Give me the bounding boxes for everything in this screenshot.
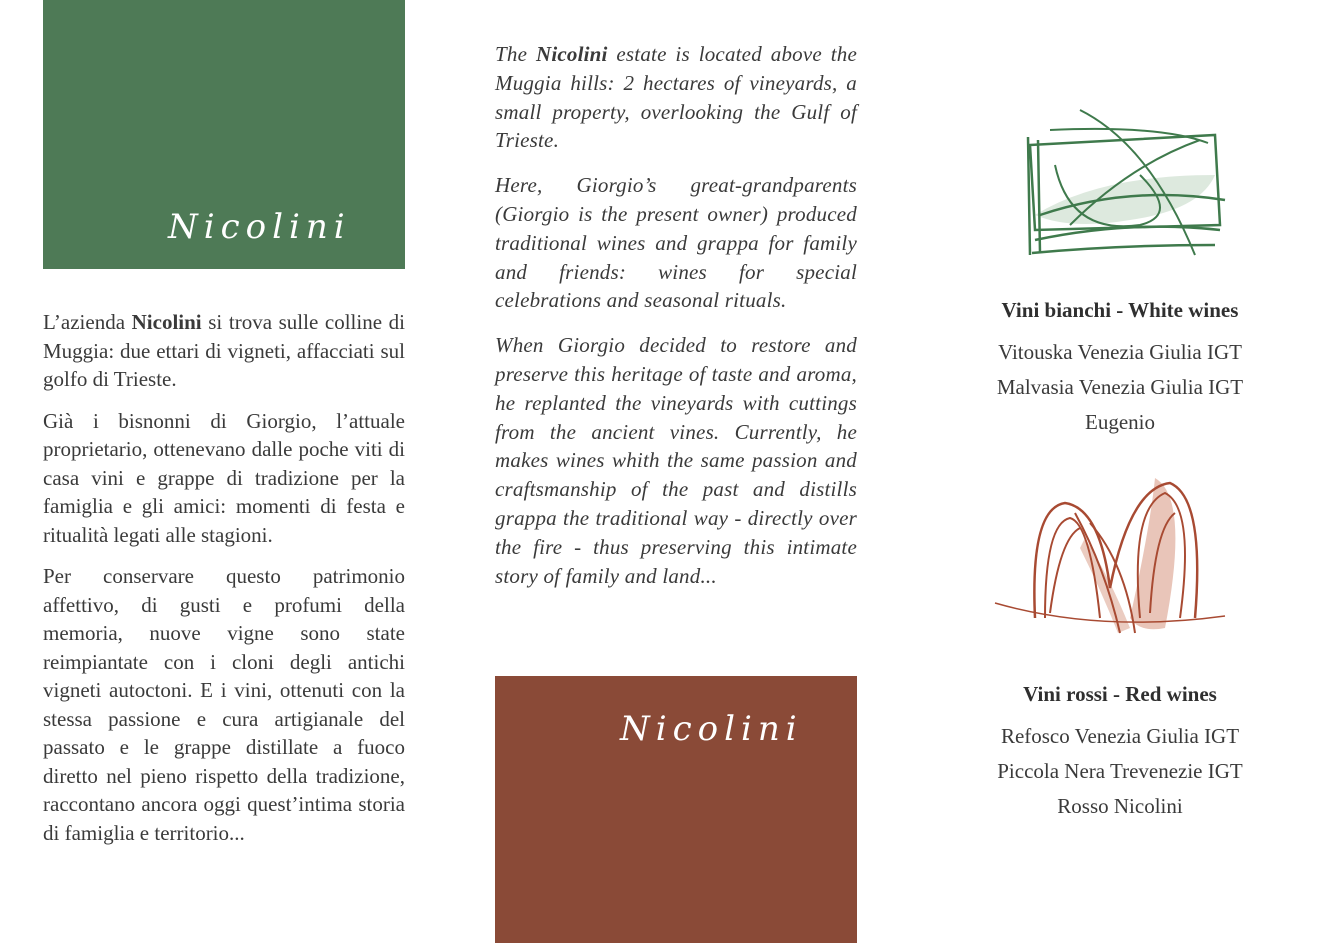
nicolini-logo: Nicolini [620,709,803,749]
english-paragraph-3: When Giorgio decided to restore and preserve this heritage of taste and aroma, he replanted the vineyards with cuttings from the ancient vines. Currently, he makes wines whith the same passion and craftsmanship of the past and distills grappa the traditional way - directly over the fire - thus preserving this intimate story of family and land... [495,333,857,588]
wine-item: Piccola Nera Trevenezie IGT [997,759,1243,783]
white-wines-heading: Vini bianchi - White wines [1001,298,1239,322]
wine-item: Eugenio [1085,410,1155,434]
italian-paragraph-2: Già i bisnonni di Giorgio, l’attuale proprietario, ottenevano dalle poche viti di casa vini e grappe di tradizione per la famiglia e gli amici: momenti di festa e ritualità legati alle stagioni. [43,408,405,547]
italian-paragraph-3: Per conservare questo patrimonio affettivo, di gusti e profumi della memoria, nuove vigne sono state reimpiantate con i cloni degli antichi vigneti autoctoni. E i vini, ottenuti con la stessa passione e cura artigianale del passato e le grappe distillate a fuoco diretto nel pieno rispetto della tradizione, raccontano ancora oggi quest’intima storia di famiglia e territorio... [43,564,405,845]
red-wine-sketch-icon [990,468,1230,638]
wine-item: Malvasia Venezia Giulia IGT [996,375,1244,399]
green-logo-panel [43,0,405,269]
wine-item: Vitouska Venezia Giulia IGT [998,340,1242,364]
italian-paragraph-1: L’azienda Nicolini si trova sulle colline di Muggia: due ettari di vigneti, affacciati sul golfo di Trieste. [43,310,405,391]
wine-item: Rosso Nicolini [1057,794,1183,818]
nicolini-logo: Nicolini [168,207,351,247]
brown-logo-panel [495,676,857,943]
red-wines-heading: Vini rossi - Red wines [1023,682,1217,706]
italian-text-column [43,308,405,860]
red-wines-section [955,682,1285,824]
english-paragraph-1: The Nicolini estate is located above the Muggia hills: 2 hectares of vineyards, a small property, overlooking the Gulf of Trieste. [495,42,857,153]
wine-item: Refosco Venezia Giulia IGT [1000,724,1240,748]
english-paragraph-2: Here, Giorgio’s great-grandparents (Giorgio is the present owner) produced traditional wines and grappa for family and friends: wines for special celebrations and seasonal rituals. [495,173,857,313]
white-wines-section [955,298,1285,440]
english-text-column [495,40,857,606]
white-wine-sketch-icon [1010,105,1240,265]
